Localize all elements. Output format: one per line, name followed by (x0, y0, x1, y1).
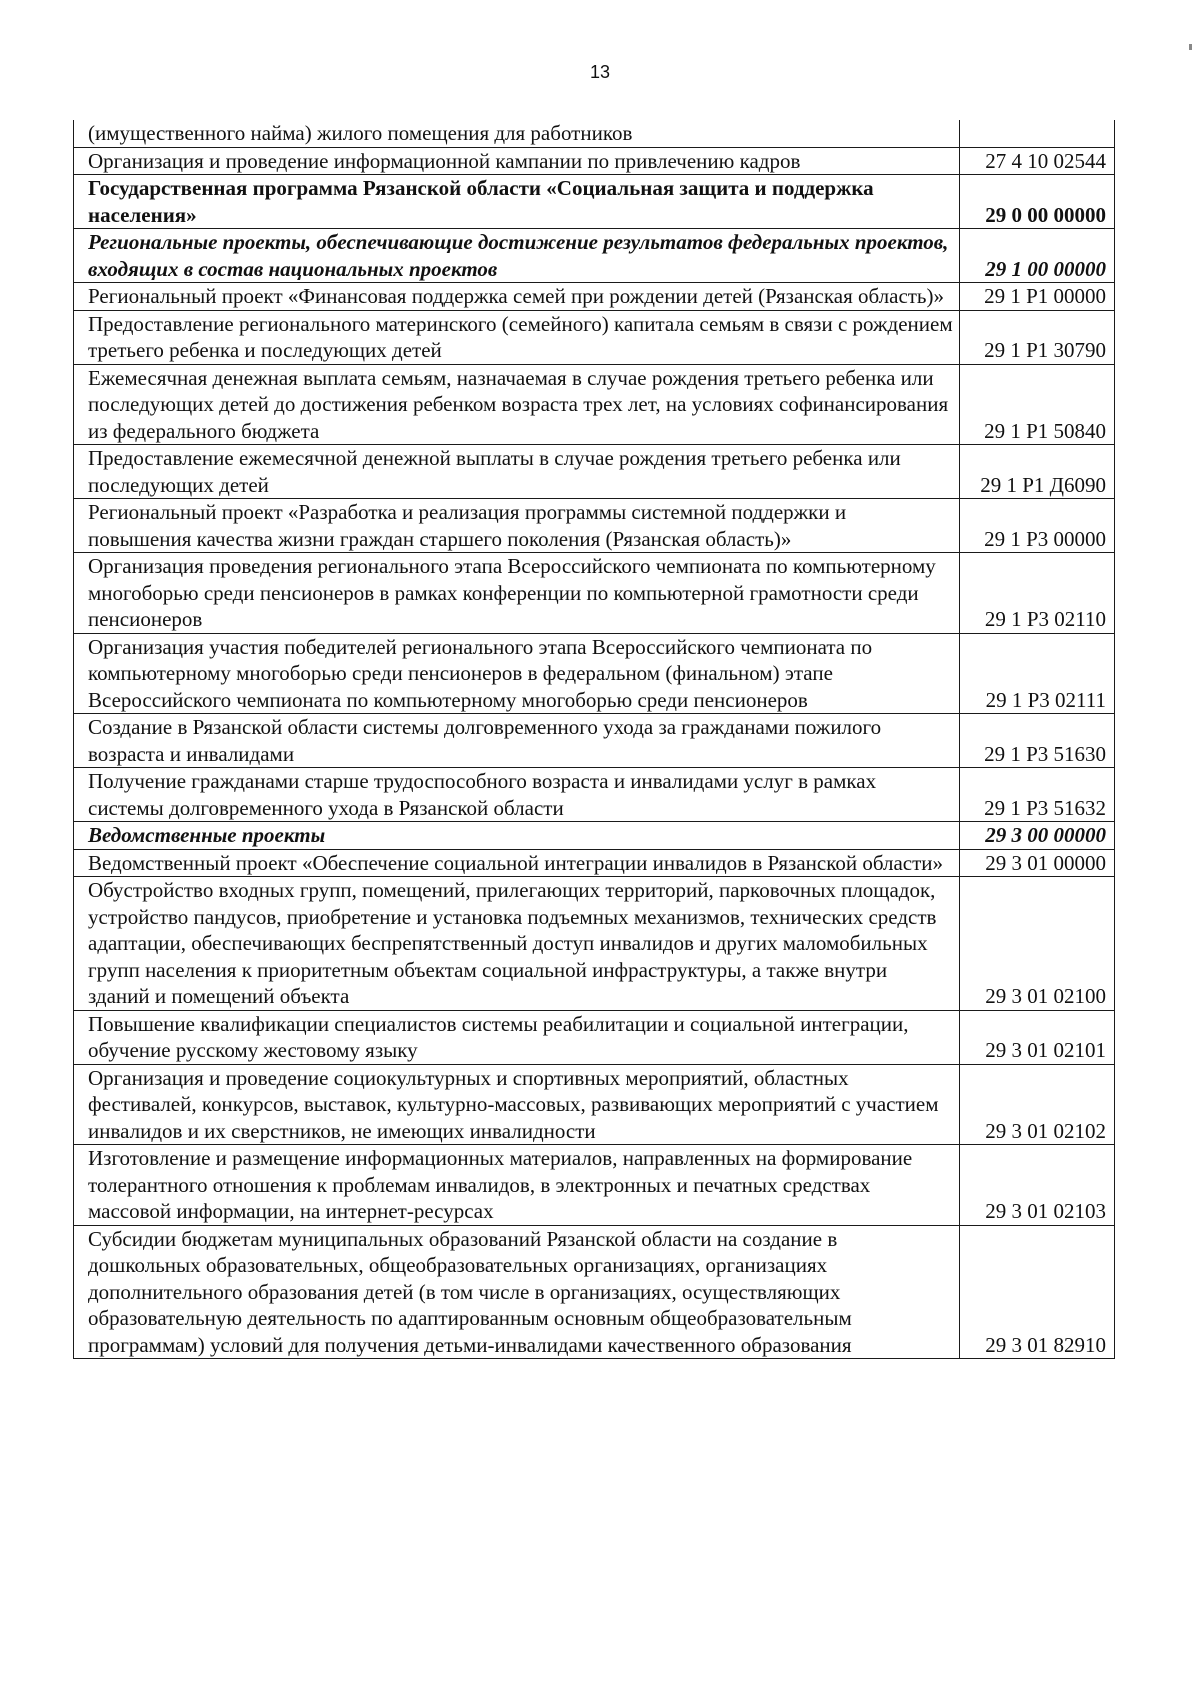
row-description: Предоставление ежемесячной денежной выплаты в случае рождения третьего ребенка или последующих детей (74, 445, 960, 499)
row-description: Обустройство входных групп, помещений, прилегающих территорий, парковочных площадок, устройство пандусов, приобретение и установка подъемных механизмов, технических средств адаптации, обеспечивающих беспрепятственный доступ инвалидов и других маломобильных групп населения к приоритетным объектам социальной инфраструктуры, а также внутри зданий и помещений объекта (74, 877, 960, 1011)
table-row (74, 1064, 1115, 1145)
row-code: 29 0 00 00000 (960, 175, 1115, 229)
table-row (74, 499, 1115, 553)
table-row (74, 1145, 1115, 1226)
row-code: 29 3 01 02100 (960, 877, 1115, 1011)
row-description: Ведомственные проекты (74, 822, 960, 850)
row-code: 29 3 01 82910 (960, 1225, 1115, 1359)
row-description: Организация участия победителей регионального этапа Всероссийского чемпионата по компьютерному многоборью среди пенсионеров в федеральном (финальном) этапе Всероссийского чемпионата по компьютерному многоборью среди пенсионеров (74, 633, 960, 714)
row-code: 29 1 Р1 30790 (960, 310, 1115, 364)
row-code: 29 3 01 02103 (960, 1145, 1115, 1226)
row-code: 29 1 Р3 51632 (960, 768, 1115, 822)
table-row (74, 714, 1115, 768)
row-code: 29 3 01 02101 (960, 1010, 1115, 1064)
row-description: Получение гражданами старше трудоспособного возраста и инвалидами услуг в рамках системы долговременного ухода в Рязанской области (74, 768, 960, 822)
row-description: Организация и проведение социокультурных и спортивных мероприятий, областных фестивалей, конкурсов, выставок, культурно-массовых, развивающих мероприятий с участием инвалидов и их сверстников, не имеющих инвалидности (74, 1064, 960, 1145)
table-row (74, 633, 1115, 714)
table-row (74, 1010, 1115, 1064)
table-row (74, 283, 1115, 311)
row-code: 29 1 Р1 00000 (960, 283, 1115, 311)
row-description: Государственная программа Рязанской области «Социальная защита и поддержка населения» (74, 175, 960, 229)
table-row (74, 175, 1115, 229)
row-description: Ведомственный проект «Обеспечение социальной интеграции инвалидов в Рязанской области» (74, 849, 960, 877)
row-description: Создание в Рязанской области системы долговременного ухода за гражданами пожилого возраста и инвалидами (74, 714, 960, 768)
row-code: 29 1 Р1 50840 (960, 364, 1115, 445)
row-description: Повышение квалификации специалистов системы реабилитации и социальной интеграции, обучение русскому жестовому языку (74, 1010, 960, 1064)
row-code: 29 3 01 02102 (960, 1064, 1115, 1145)
table-row (74, 147, 1115, 175)
table-row (74, 364, 1115, 445)
row-description: Региональный проект «Финансовая поддержка семей при рождении детей (Рязанская область)» (74, 283, 960, 311)
table-row (74, 229, 1115, 283)
table-row (74, 877, 1115, 1011)
row-description: Субсидии бюджетам муниципальных образований Рязанской области на создание в дошкольных образовательных, общеобразовательных организациях, организациях дополнительного образования детей (в том числе в организациях, осуществляющих образовательную деятельность по адаптированным основным общеобразовательным программам) условий для получения детьми-инвалидами качественного образования (74, 1225, 960, 1359)
table-body (74, 120, 1115, 1359)
page-number: 13 (589, 62, 611, 82)
row-description: Организация проведения регионального этапа Всероссийского чемпионата по компьютерному многоборью среди пенсионеров в рамках конференции по компьютерной грамотности среди пенсионеров (74, 553, 960, 634)
table-row (74, 849, 1115, 877)
row-description: Предоставление регионального материнского (семейного) капитала семьям в связи с рождением третьего ребенка и последующих детей (74, 310, 960, 364)
table-row (74, 768, 1115, 822)
table-row (74, 1225, 1115, 1359)
row-code: 29 3 00 00000 (960, 822, 1115, 850)
row-code: 29 1 Р3 51630 (960, 714, 1115, 768)
row-description: (имущественного найма) жилого помещения для работников (74, 120, 960, 147)
row-code: 29 1 Р3 02110 (960, 553, 1115, 634)
row-code: 29 1 Р3 02111 (960, 633, 1115, 714)
row-description: Ежемесячная денежная выплата семьям, назначаемая в случае рождения третьего ребенка или последующих детей до достижения ребенком возраста трех лет, на условиях софинансирования из федерального бюджета (74, 364, 960, 445)
row-description: Изготовление и размещение информационных материалов, направленных на формирование толерантного отношения к проблемам инвалидов, в электронных и печатных средствах массовой информации, на интернет-ресурсах (74, 1145, 960, 1226)
row-code: 29 3 01 00000 (960, 849, 1115, 877)
row-code: 29 1 Р1 Д6090 (960, 445, 1115, 499)
row-code: 27 4 10 02544 (960, 147, 1115, 175)
row-code: 29 1 Р3 00000 (960, 499, 1115, 553)
table-row (74, 120, 1115, 147)
row-code: 29 1 00 00000 (960, 229, 1115, 283)
table-row (74, 310, 1115, 364)
scan-artifact (1189, 44, 1192, 50)
budget-classification-table (73, 120, 1115, 1359)
row-code (960, 120, 1115, 147)
row-description: Организация и проведение информационной кампании по привлечению кадров (74, 147, 960, 175)
row-description: Региональный проект «Разработка и реализация программы системной поддержки и повышения качества жизни граждан старшего поколения (Рязанская область)» (74, 499, 960, 553)
table-row (74, 822, 1115, 850)
table-row (74, 553, 1115, 634)
table-row (74, 445, 1115, 499)
row-description: Региональные проекты, обеспечивающие достижение результатов федеральных проектов, входящих в состав национальных проектов (74, 229, 960, 283)
